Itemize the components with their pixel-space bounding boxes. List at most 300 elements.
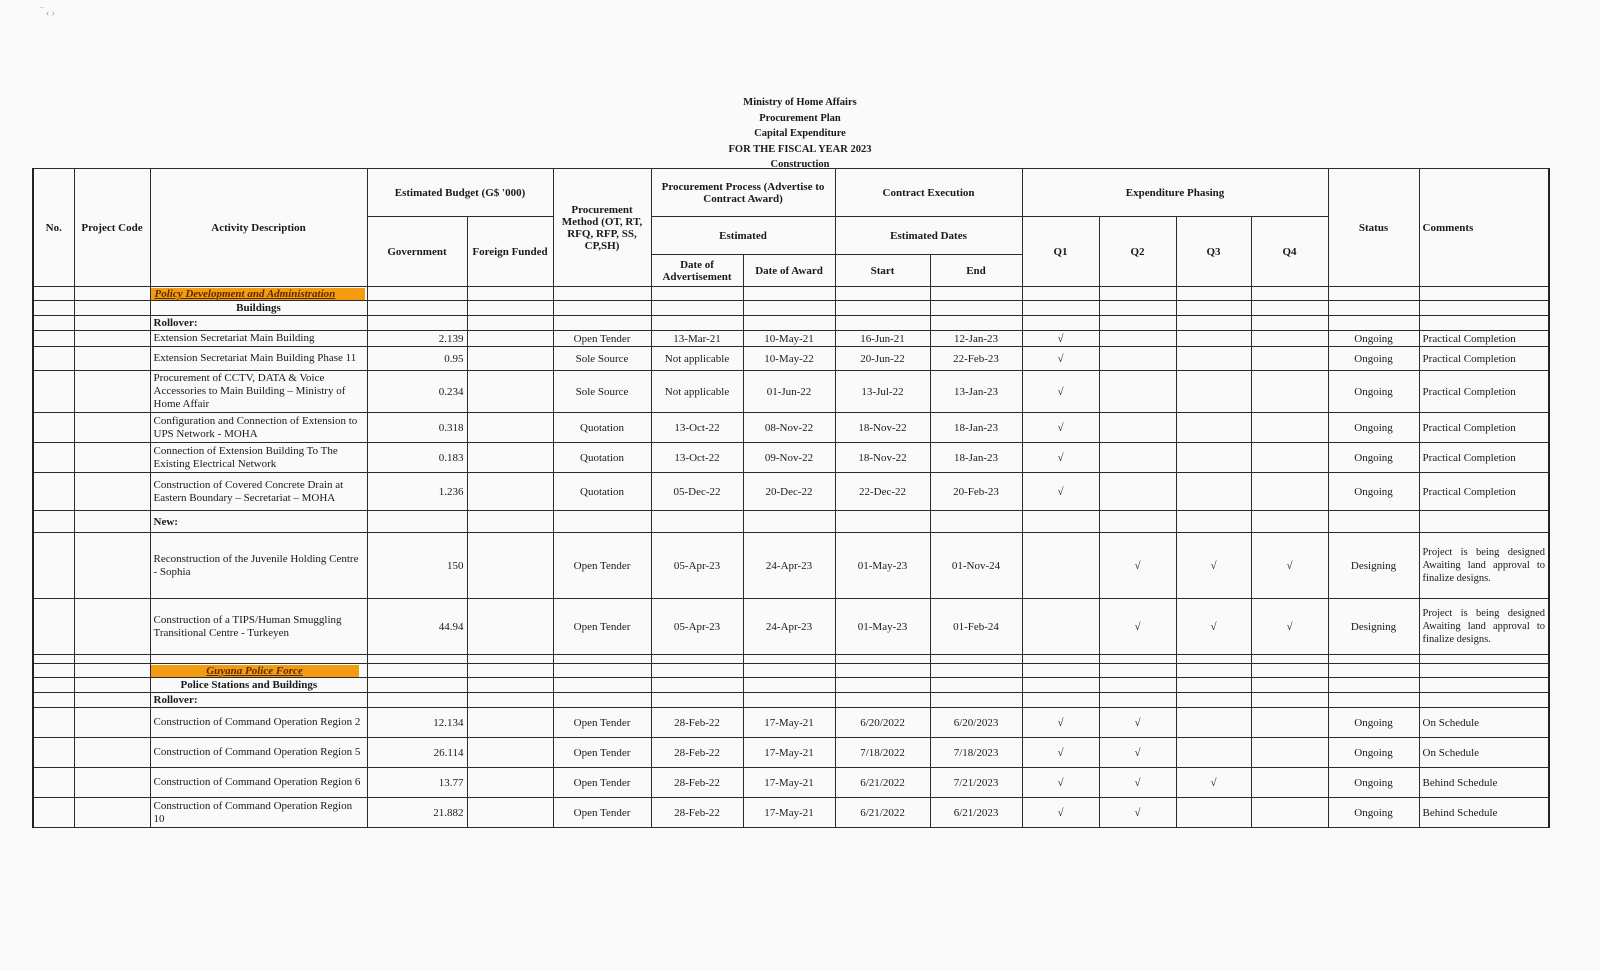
row-no [33,347,74,371]
row-activity-description: Construction of Covered Concrete Drain at Eastern Boundary – Secretariat – MOHA [150,473,367,511]
row-date-of-advertisement: Not applicable [651,371,743,413]
title-category: Construction [770,159,830,171]
empty-cell [553,678,651,693]
empty-cell [1176,301,1251,316]
row-q3-check [1176,798,1251,828]
row-no [33,708,74,738]
table-row [33,443,1549,473]
row-project-code [74,708,150,738]
label-row [33,301,1549,316]
row-start-date: 18-Nov-22 [835,413,930,443]
row-no [33,533,74,599]
row-end-date: 6/21/2023 [930,798,1022,828]
title-ministry: Ministry of Home Affairs [743,97,857,108]
row-end-date: 20-Feb-23 [930,473,1022,511]
empty-cell [1176,511,1251,533]
table-row [33,413,1549,443]
row-start-date: 13-Jul-22 [835,371,930,413]
row-q3-check [1176,708,1251,738]
empty-cell [1176,655,1251,664]
row-government-budget: 1.236 [367,473,467,511]
row-procurement-method: Quotation [553,473,651,511]
empty-cell [367,316,467,331]
table-body [33,287,1549,828]
row-procurement-method: Open Tender [553,533,651,599]
empty-cell [467,664,553,678]
row-q3-check [1176,738,1251,768]
row-activity-description: Construction of Command Operation Region 10 [150,798,367,828]
row-date-of-advertisement: 28-Feb-22 [651,708,743,738]
row-status: Designing [1328,599,1419,655]
new-label: New: [150,511,367,533]
row-q1-check: √ [1022,708,1099,738]
row-status: Ongoing [1328,768,1419,798]
empty-cell [835,655,930,664]
row-government-budget: 44.94 [367,599,467,655]
row-project-code [74,533,150,599]
empty-cell [1099,301,1176,316]
row-comments: Practical Completion [1419,331,1549,347]
row-procurement-method: Open Tender [553,331,651,347]
empty-cell [1022,511,1099,533]
empty-cell [1251,655,1328,664]
row-procurement-method: Sole Source [553,371,651,413]
empty-cell [467,511,553,533]
row-comments: Behind Schedule [1419,798,1549,828]
empty-cell [467,693,553,708]
row-date-of-advertisement: 28-Feb-22 [651,738,743,768]
empty-cell [743,693,835,708]
empty-cell [467,301,553,316]
empty-cell [150,655,367,664]
header-date-of-advertisement: Date of Advertisement [651,255,743,287]
row-date-of-award: 17-May-21 [743,768,835,798]
row-q3-check [1176,473,1251,511]
row-date-of-award: 20-Dec-22 [743,473,835,511]
row-government-budget: 2.139 [367,331,467,347]
empty-cell [1022,678,1099,693]
empty-cell [74,693,150,708]
row-no [33,798,74,828]
label-row [33,664,1549,678]
row-q1-check: √ [1022,413,1099,443]
empty-cell [1251,693,1328,708]
row-q1-check [1022,533,1099,599]
empty-cell [1419,678,1549,693]
row-status: Ongoing [1328,331,1419,347]
row-project-code [74,768,150,798]
row-government-budget: 150 [367,533,467,599]
row-foreign-funded [467,413,553,443]
row-date-of-award: 08-Nov-22 [743,413,835,443]
empty-cell [33,287,74,301]
empty-cell [33,655,74,664]
empty-cell [930,301,1022,316]
row-comments: Practical Completion [1419,473,1549,511]
empty-cell [1328,287,1419,301]
row-project-code [74,599,150,655]
empty-cell [1419,664,1549,678]
header-government: Government [367,217,467,287]
empty-cell [835,301,930,316]
row-q2-check: √ [1099,708,1176,738]
row-q3-check [1176,443,1251,473]
header-q1: Q1 [1022,217,1099,287]
table-row [33,599,1549,655]
row-procurement-method: Quotation [553,443,651,473]
row-status: Ongoing [1328,473,1419,511]
row-end-date: 01-Feb-24 [930,599,1022,655]
row-end-date: 18-Jan-23 [930,413,1022,443]
row-no [33,738,74,768]
row-date-of-advertisement: 05-Apr-23 [651,599,743,655]
empty-cell [1176,287,1251,301]
empty-cell [1251,664,1328,678]
row-end-date: 6/20/2023 [930,708,1022,738]
row-no [33,413,74,443]
row-q3-check: √ [1176,533,1251,599]
empty-cell [1099,511,1176,533]
row-procurement-method: Open Tender [553,768,651,798]
row-q3-check: √ [1176,599,1251,655]
procurement-table [32,168,1550,828]
empty-cell [651,316,743,331]
label-row [33,316,1549,331]
empty-cell [33,301,74,316]
spacer-row [33,655,1549,664]
row-project-code [74,473,150,511]
empty-cell [33,693,74,708]
section-subtitle-police-stations: Police Stations and Buildings [150,678,367,693]
empty-cell [1328,664,1419,678]
row-end-date: 13-Jan-23 [930,371,1022,413]
row-activity-description: Construction of a TIPS/Human Smuggling Transitional Centre - Turkeyen [150,599,367,655]
row-end-date: 7/18/2023 [930,738,1022,768]
row-activity-description: Extension Secretariat Main Building [150,331,367,347]
row-government-budget: 13.77 [367,768,467,798]
empty-cell [1328,655,1419,664]
scan-artifact: ‾ ‹ › [40,8,55,19]
empty-cell [1419,301,1549,316]
row-date-of-award: 09-Nov-22 [743,443,835,473]
row-q4-check [1251,708,1328,738]
empty-cell [835,511,930,533]
section-subtitle-buildings: Buildings [150,301,367,316]
row-comments: Practical Completion [1419,347,1549,371]
empty-cell [1099,693,1176,708]
row-q1-check: √ [1022,371,1099,413]
empty-cell [1022,655,1099,664]
empty-cell [651,664,743,678]
empty-cell [1022,301,1099,316]
empty-cell [467,655,553,664]
title-expenditure: Capital Expenditure [754,128,846,140]
empty-cell [930,655,1022,664]
rollover-label-police: Rollover: [150,693,367,708]
empty-cell [930,678,1022,693]
empty-cell [1419,511,1549,533]
row-q2-check: √ [1099,599,1176,655]
header-start: Start [835,255,930,287]
row-q2-check [1099,371,1176,413]
row-date-of-award: 17-May-21 [743,738,835,768]
row-no [33,768,74,798]
table-row [33,533,1549,599]
row-foreign-funded [467,533,553,599]
header-estimated: Estimated [651,217,835,255]
row-date-of-advertisement: 28-Feb-22 [651,798,743,828]
row-date-of-advertisement: 13-Oct-22 [651,443,743,473]
empty-cell [553,693,651,708]
table-row [33,738,1549,768]
row-q2-check: √ [1099,768,1176,798]
row-date-of-award: 24-Apr-23 [743,599,835,655]
empty-cell [33,511,74,533]
empty-cell [1022,287,1099,301]
row-procurement-method: Quotation [553,413,651,443]
empty-cell [467,316,553,331]
empty-cell [367,693,467,708]
row-q4-check: √ [1251,599,1328,655]
empty-cell [1419,693,1549,708]
row-government-budget: 21.882 [367,798,467,828]
empty-cell [930,664,1022,678]
empty-cell [743,316,835,331]
row-start-date: 22-Dec-22 [835,473,930,511]
row-project-code [74,347,150,371]
row-status: Ongoing [1328,443,1419,473]
row-government-budget: 0.318 [367,413,467,443]
row-no [33,371,74,413]
row-q1-check: √ [1022,473,1099,511]
row-q2-check: √ [1099,533,1176,599]
header-project-code: Project Code [74,169,150,287]
row-government-budget: 12.134 [367,708,467,738]
empty-cell [743,655,835,664]
header-end: End [930,255,1022,287]
empty-cell [743,511,835,533]
row-status: Ongoing [1328,708,1419,738]
empty-cell [74,655,150,664]
row-foreign-funded [467,347,553,371]
title-fiscal-year: FOR THE FISCAL YEAR 2023 [728,143,872,155]
empty-cell [651,301,743,316]
row-date-of-advertisement: 05-Dec-22 [651,473,743,511]
header-procurement-method: Procurement Method (OT, RT, RFQ, RFP, SS, CP,SH) [553,169,651,287]
empty-cell [553,316,651,331]
row-q3-check: √ [1176,768,1251,798]
rollover-label: Rollover: [150,316,367,331]
label-row [33,678,1549,693]
header-date-of-award: Date of Award [743,255,835,287]
row-start-date: 16-Jun-21 [835,331,930,347]
row-start-date: 6/21/2022 [835,798,930,828]
row-government-budget: 0.95 [367,347,467,371]
row-foreign-funded [467,798,553,828]
empty-cell [651,693,743,708]
row-start-date: 7/18/2022 [835,738,930,768]
section-title-policy: Policy Development and Administration [150,287,367,301]
empty-cell [1251,316,1328,331]
table-row [33,768,1549,798]
empty-cell [74,316,150,331]
row-end-date: 12-Jan-23 [930,331,1022,347]
row-q2-check [1099,347,1176,371]
row-q4-check [1251,798,1328,828]
empty-cell [1022,693,1099,708]
empty-cell [1022,316,1099,331]
empty-cell [930,287,1022,301]
table-row [33,331,1549,347]
row-project-code [74,738,150,768]
row-procurement-method: Open Tender [553,599,651,655]
row-procurement-method: Open Tender [553,708,651,738]
row-project-code [74,371,150,413]
header-contract-execution: Contract Execution [835,169,1022,217]
row-project-code [74,443,150,473]
empty-cell [33,664,74,678]
header-expenditure-phasing: Expenditure Phasing [1022,169,1328,217]
row-date-of-award: 24-Apr-23 [743,533,835,599]
row-foreign-funded [467,331,553,347]
table-row [33,371,1549,413]
table-row [33,347,1549,371]
empty-cell [367,678,467,693]
empty-cell [1419,655,1549,664]
row-date-of-award: 17-May-21 [743,798,835,828]
row-status: Ongoing [1328,738,1419,768]
row-q1-check: √ [1022,443,1099,473]
empty-cell [743,287,835,301]
row-q2-check: √ [1099,798,1176,828]
header-status: Status [1328,169,1419,287]
row-comments: Practical Completion [1419,371,1549,413]
empty-cell [367,511,467,533]
row-government-budget: 26.114 [367,738,467,768]
row-no [33,473,74,511]
row-q4-check [1251,413,1328,443]
row-status: Ongoing [1328,347,1419,371]
empty-cell [1419,316,1549,331]
procurement-table-container [32,168,1548,828]
empty-cell [651,655,743,664]
empty-cell [74,664,150,678]
empty-cell [553,655,651,664]
row-start-date: 01-May-23 [835,599,930,655]
row-comments: On Schedule [1419,738,1549,768]
empty-cell [74,511,150,533]
empty-cell [835,693,930,708]
header-q2: Q2 [1099,217,1176,287]
empty-cell [367,664,467,678]
header-procurement-process: Procurement Process (Advertise to Contract Award) [651,169,835,217]
header-estimated-dates: Estimated Dates [835,217,1022,255]
label-row [33,511,1549,533]
header-foreign-funded: Foreign Funded [467,217,553,287]
row-start-date: 18-Nov-22 [835,443,930,473]
empty-cell [74,287,150,301]
table-row [33,798,1549,828]
label-row [33,693,1549,708]
row-q1-check: √ [1022,347,1099,371]
row-comments: Project is being designed Awaiting land approval to finalize designs. [1419,533,1549,599]
row-status: Designing [1328,533,1419,599]
empty-cell [553,511,651,533]
empty-cell [835,678,930,693]
row-status: Ongoing [1328,371,1419,413]
row-activity-description: Reconstruction of the Juvenile Holding Centre - Sophia [150,533,367,599]
row-activity-description: Connection of Extension Building To The Existing Electrical Network [150,443,367,473]
row-activity-description: Configuration and Connection of Extension to UPS Network - MOHA [150,413,367,443]
empty-cell [835,664,930,678]
row-date-of-advertisement: Not applicable [651,347,743,371]
row-foreign-funded [467,708,553,738]
row-date-of-advertisement: 13-Mar-21 [651,331,743,347]
empty-cell [367,287,467,301]
row-q4-check [1251,473,1328,511]
row-date-of-award: 10-May-22 [743,347,835,371]
empty-cell [1099,287,1176,301]
empty-cell [1251,301,1328,316]
header-activity-description: Activity Description [150,169,367,287]
row-project-code [74,331,150,347]
empty-cell [1176,678,1251,693]
row-start-date: 6/20/2022 [835,708,930,738]
row-q1-check [1022,599,1099,655]
row-q2-check [1099,413,1176,443]
empty-cell [1328,678,1419,693]
row-q3-check [1176,347,1251,371]
empty-cell [1176,664,1251,678]
row-date-of-advertisement: 05-Apr-23 [651,533,743,599]
row-foreign-funded [467,738,553,768]
empty-cell [1176,693,1251,708]
row-q2-check [1099,473,1176,511]
empty-cell [1099,655,1176,664]
row-end-date: 01-Nov-24 [930,533,1022,599]
row-procurement-method: Open Tender [553,738,651,768]
empty-cell [74,301,150,316]
row-project-code [74,798,150,828]
empty-cell [553,664,651,678]
row-activity-description: Procurement of CCTV, DATA & Voice Accessories to Main Building – Ministry of Home Affair [150,371,367,413]
row-comments: On Schedule [1419,708,1549,738]
empty-cell [1251,511,1328,533]
empty-cell [743,678,835,693]
empty-cell [367,655,467,664]
empty-cell [553,287,651,301]
row-end-date: 22-Feb-23 [930,347,1022,371]
row-q3-check [1176,371,1251,413]
row-q3-check [1176,413,1251,443]
row-start-date: 01-May-23 [835,533,930,599]
row-q4-check [1251,371,1328,413]
row-comments: Behind Schedule [1419,768,1549,798]
empty-cell [651,511,743,533]
row-q3-check [1176,331,1251,347]
row-status: Ongoing [1328,413,1419,443]
row-comments: Practical Completion [1419,443,1549,473]
row-q4-check [1251,738,1328,768]
row-start-date: 6/21/2022 [835,768,930,798]
row-procurement-method: Open Tender [553,798,651,828]
empty-cell [1419,287,1549,301]
row-foreign-funded [467,599,553,655]
title-plan: Procurement Plan [759,112,841,124]
row-project-code [74,413,150,443]
row-start-date: 20-Jun-22 [835,347,930,371]
row-date-of-award: 01-Jun-22 [743,371,835,413]
